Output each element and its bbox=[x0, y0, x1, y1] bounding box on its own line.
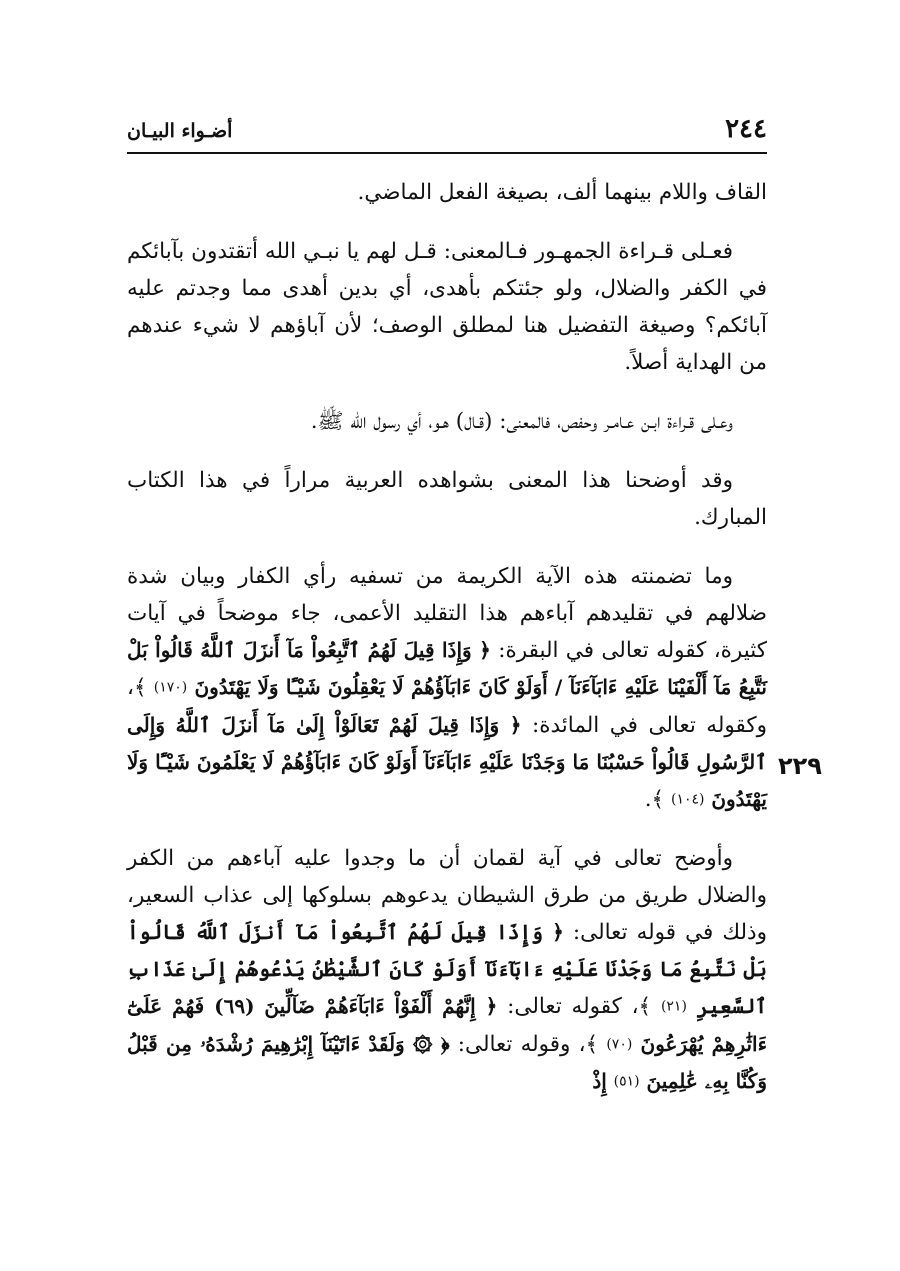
quran-verse-luqman: ﴿ وَإِذَا قِيلَ لَهُمُ ٱتَّبِعُواْ مَآ أَنزَلَ ٱللَّهُ قَالُواْ بَلْ نَتَّبِعُ مَا وَجَدْنَا عَلَيْهِ ءَابَآءَنَآ أَوَلَوْ كَانَ ٱلشَّيْطَٰنُ يَدْعُوهُمْ إِلَىٰ عَذَابِ ٱلسَّعِيرِ bbox=[127, 920, 768, 1018]
paragraph-6-mid: ﴾، كقوله تعالى: bbox=[507, 994, 652, 1019]
verse-number-70: (٧٠) bbox=[606, 1036, 633, 1052]
quran-verse-maidah: ﴿ وَإِذَا قِيلَ لَهُمْ تَعَالَوْاْ إِلَىٰ مَآ أَنزَلَ ٱللَّهُ وَإِلَى ٱلرَّسُولِ قَالُواْ حَسْبُنَا مَا وَجَدْنَا عَلَيْهِ ءَابَآءَنَآ أَوَلَوْ كَانَ ءَابَآؤُهُمْ لَا يَعْلَمُونَ شَيْـًٔا وَلَا يَهْتَدُونَ bbox=[127, 712, 767, 811]
quran-verse-anbiya: ﴿ ۞ وَلَقَدْ ءَاتَيْنَآ إِبْرَٰهِيمَ رُشْدَهُۥ مِن قَبْلُ وَكُنَّا بِهِۦ عَٰلِمِينَ bbox=[127, 1031, 767, 1093]
verse-number-51: (٥١) bbox=[613, 1073, 640, 1090]
margin-page-reference: ٢٢٩ bbox=[778, 752, 822, 780]
quran-verse-saffat: ﴿ إِنَّهُمْ أَلْفَوْاْ ءَابَآءَهُمْ ضَآلِّينَ (٦٩) فَهُمْ عَلَىٰٓ ءَاثَٰرِهِمْ يُهْرَعُونَ bbox=[127, 994, 767, 1056]
paragraph-1: القاف واللام بينهما ألف، بصيغة الفعل الماضي. bbox=[357, 180, 767, 205]
paragraph-5 bbox=[127, 558, 767, 818]
verse-number-104: (١٠٤) bbox=[670, 791, 705, 807]
paragraph-4: وقد أوضحنا هذا المعنى بشواهده العربية مراراً في هذا الكتاب المبارك. bbox=[127, 468, 767, 530]
quran-verse-continuation: إِذْ bbox=[592, 1069, 607, 1093]
paragraph-5-close: ﴾. bbox=[644, 786, 665, 812]
page-header bbox=[127, 108, 767, 152]
page-number: ٢٤٤ bbox=[725, 114, 767, 144]
paragraph-6 bbox=[127, 840, 767, 1101]
book-title: أضـواء البيـان bbox=[127, 120, 233, 142]
paragraph-5-mid: ﴾، وكقوله تعالى في المائدة: bbox=[127, 675, 767, 738]
verse-number-170: (١٧٠) bbox=[153, 679, 188, 696]
header-rule bbox=[127, 152, 767, 154]
paragraph-6-intro: وأوضح تعالى في آية لقمان أن ما وجدوا عليه آباءهم من الكفر والضلال طريق من طرق الشيطان يدعوهم بسلوكها إلى عذاب السعير، وذلك في قوله تعالى: bbox=[127, 846, 768, 945]
quran-verse-baqarah: ﴿ وَإِذَا قِيلَ لَهُمُ ٱتَّبِعُواْ مَآ أَنزَلَ ٱللَّهُ قَالُواْ بَلْ نَتَّبِعُ مَآ أَلْفَيْنَا عَلَيْهِ ءَابَآءَنَآ / أَوَلَوْ كَانَ ءَابَآؤُهُمْ لَا يَعْقِلُونَ شَيْـًٔا وَلَا يَهْتَدُونَ bbox=[127, 638, 767, 699]
paragraph-3: وعـلى قـراءة ابـن عـامـر وحفص، فالمعنى: (قـال) هـو، أي رسول الله ﷺ. bbox=[310, 409, 733, 434]
paragraph-6-mid2: ﴾، وقوله تعالى: bbox=[457, 1031, 599, 1057]
page-body bbox=[127, 174, 767, 1123]
paragraph-5-intro: وما تضمنته هذه الآية الكريمة من تسفيه رأي الكفار وبيان شدة ضلالهم في تقليدهم آباءهم هذا التقليد الأعمى، جاء موضحاً في آيات كثيرة، كقوله تعالى في البقرة: bbox=[127, 564, 767, 663]
paragraph-2: فعـلى قـراءة الجمهـور فـالمعنى: قـل لهم يا نبـي الله أتقتدون بآبائكم في الكفر والضلال، ولو جئتكم بأهدى، أي بدين أهدى مما وجدتم عليه آبائكم؟ وصيغة التفضيل هنا لمطلق الوصف؛ لأن آباؤهم لا شيء عندهم من الهداية أصلاً. bbox=[127, 239, 767, 375]
verse-number-21: (٢١) bbox=[660, 998, 687, 1015]
